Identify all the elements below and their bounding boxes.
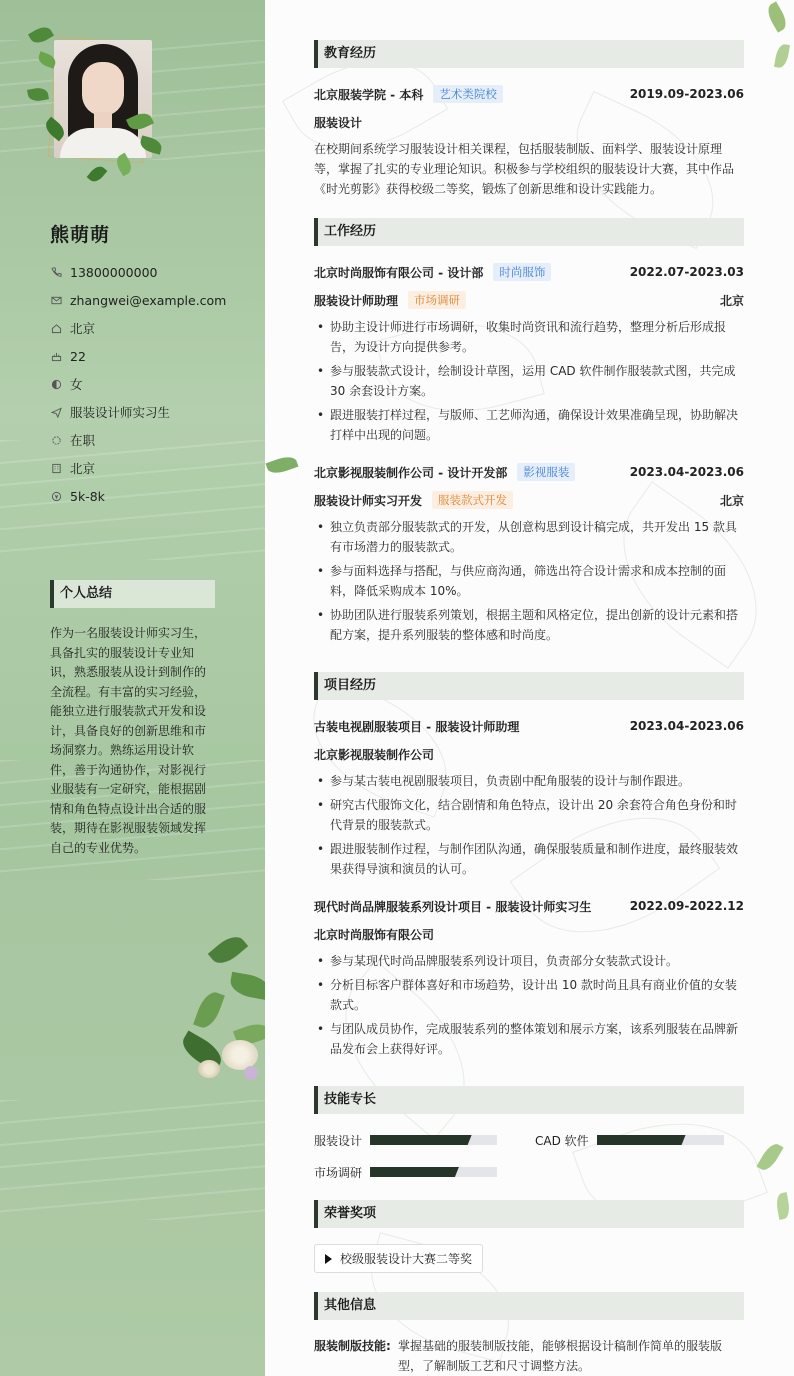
- salary-text: 5k-8k: [70, 488, 105, 504]
- leaf-decoration: [266, 453, 299, 476]
- gender-text: 女: [70, 377, 83, 392]
- list-item: • 协助团队进行服装系列策划，根据主题和风格定位，提出创新的设计元素和搭配方案，提升系列服装的整体感和时尚度。: [314, 605, 744, 645]
- leaf-decoration: [774, 43, 790, 69]
- project-bullets: [314, 951, 744, 1063]
- status-text: 在职: [70, 433, 96, 448]
- skill-item: [314, 1133, 497, 1147]
- summary-title: 个人总结: [50, 580, 215, 608]
- education-major-row: [314, 113, 744, 131]
- list-item: • 与团队成员协作，完成服装系列的整体策划和展示方案，该系列服装在品牌新品发布会上获得好评。: [314, 1019, 744, 1059]
- info-email: [50, 286, 250, 314]
- section-title-projects: 项目经历: [314, 672, 744, 700]
- gender-icon: [50, 378, 62, 390]
- phone-icon: [50, 266, 62, 278]
- work-period: 2023.04-2023.06: [629, 465, 744, 479]
- leaf-decoration: [87, 163, 108, 185]
- work-company-tag: 影视服装: [517, 463, 575, 481]
- project-org-row: [314, 745, 744, 763]
- phone-text: 13800000000: [70, 264, 158, 280]
- work-role-row: [314, 491, 744, 509]
- skill-bar: [370, 1167, 497, 1177]
- other-info-key: 服装制版技能:: [314, 1339, 391, 1353]
- sidebar: [0, 0, 265, 1376]
- location-text: 北京: [70, 321, 96, 336]
- list-item: • 研究古代服饰文化，结合剧情和角色特点，设计出 20 余套符合角色身份和时代背景的服装款式。: [314, 795, 744, 835]
- info-position: [50, 398, 250, 426]
- list-item: • 协助主设计师进行市场调研，收集时尚资讯和流行趋势，整理分析后形成报告，为设计方向提供参考。: [314, 317, 744, 357]
- work-role-row: [314, 291, 744, 309]
- school-name: 北京服装学院 - 本科: [314, 87, 424, 102]
- building-icon: [50, 462, 62, 474]
- project-org: 北京时尚服饰有限公司: [314, 927, 435, 942]
- status-icon: [50, 434, 62, 446]
- skill-bar-fill: [370, 1167, 459, 1177]
- main-content: [265, 0, 794, 1376]
- summary-text: 作为一名服装设计师实习生，具备扎实的服装设计专业知识，熟悉服装从设计到制作的全流程。有丰富的实习经验，能独立进行服装款式开发和设计，具备良好的创新思维和市场洞察力。熟练运用设计软件，善于沟通协作，对影视行业服装有一定研究，能根据剧情和角色特点设计出合适的服装，期待在影视服装领域发挥自己的专业优势。: [50, 626, 207, 855]
- money-icon: [50, 490, 62, 502]
- mail-icon: [50, 294, 62, 306]
- project-name: 现代时尚品牌服装系列设计项目 - 服装设计师实习生: [314, 899, 592, 914]
- section-title-other: 其他信息: [314, 1292, 744, 1320]
- city-text: 北京: [70, 461, 96, 476]
- project-header: [314, 897, 744, 915]
- education-description: 在校期间系统学习服装设计相关课程，包括服装制版、面料学、服装设计原理等，掌握了扎实的专业理论知识。积极参与学校组织的服装设计大赛，其中作品《时光剪影》获得校级二等奖，锻炼了创新思维和设计实践能力。: [314, 142, 735, 196]
- leaf-decoration: [28, 23, 54, 46]
- send-icon: [50, 406, 62, 418]
- leaf-decoration: [27, 86, 49, 102]
- project-name: 古装电视剧服装项目 - 服装设计师助理: [314, 719, 520, 734]
- list-item: • 参与面料选择与搭配，与供应商沟通，筛选出符合设计需求和成本控制的面料，降低采购成本 10%。: [314, 561, 744, 601]
- section-title-work: 工作经历: [314, 218, 744, 246]
- info-age: [50, 342, 250, 370]
- list-item: • 独立负责部分服装款式的开发，从创意构思到设计稿完成，共开发出 15 款具有市场潜力的服装款式。: [314, 517, 744, 557]
- project-period: 2023.04-2023.06: [629, 719, 744, 733]
- info-location: [50, 314, 250, 342]
- work-item-header: [314, 263, 744, 281]
- work-role: 服装设计师助理: [314, 293, 399, 308]
- work-company: 北京时尚服饰有限公司 - 设计部: [314, 265, 484, 280]
- play-triangle-icon: [325, 1254, 332, 1264]
- info-city: [50, 454, 250, 482]
- age-text: 22: [70, 348, 86, 364]
- list-item: • 跟进服装制作过程，与制作团队沟通，确保服装质量和制作进度，最终服装效果获得导演和演员的认可。: [314, 839, 744, 879]
- work-role: 服装设计师实习开发: [314, 493, 423, 508]
- info-status: [50, 426, 250, 454]
- leaf-decoration: [756, 1141, 783, 1174]
- work-item-header: [314, 463, 744, 481]
- skill-item: [314, 1165, 497, 1179]
- project-period: 2022.09-2022.12: [629, 899, 744, 913]
- info-phone: [50, 258, 250, 286]
- leaf-decoration: [775, 1192, 791, 1220]
- position-text: 服装设计师实习生: [70, 405, 171, 420]
- email-text: zhangwei@example.com: [70, 292, 227, 308]
- work-role-tag: 服装款式开发: [432, 491, 513, 509]
- avatar: [28, 18, 168, 198]
- cake-icon: [50, 350, 62, 362]
- section-title-honors: 荣誉奖项: [314, 1200, 744, 1228]
- project-org-row: [314, 925, 744, 943]
- work-period: 2022.07-2023.03: [629, 265, 744, 279]
- list-item: • 参与服装款式设计，绘制设计草图，运用 CAD 软件制作服装款式图，共完成 30 余套设计方案。: [314, 361, 744, 401]
- skill-bar: [370, 1135, 497, 1145]
- leaf-decoration: [764, 1, 790, 32]
- work-city: 北京: [719, 493, 744, 508]
- skill-bar-fill: [597, 1135, 686, 1145]
- background-texture: [0, 1100, 265, 1220]
- home-icon: [50, 322, 62, 334]
- list-item: • 跟进服装打样过程，与版师、工艺师沟通，确保设计效果准确呈现，协助解决打样中出现的问题。: [314, 405, 744, 445]
- project-bullets: [314, 771, 744, 883]
- work-bullets: [314, 517, 744, 649]
- honor-item[interactable]: [314, 1244, 483, 1273]
- project-header: [314, 717, 744, 735]
- work-company-tag: 时尚服饰: [493, 263, 551, 281]
- skill-item: [535, 1133, 724, 1147]
- work-bullets: [314, 317, 744, 449]
- other-info-value: 掌握基础的服装制版技能，能够根据设计稿制作简单的服装版型，了解制版工艺和尺寸调整方法。: [398, 1339, 723, 1373]
- info-salary: [50, 482, 250, 510]
- project-org: 北京影视服装制作公司: [314, 747, 435, 762]
- education-major: 服装设计: [314, 115, 363, 130]
- work-company: 北京影视服装制作公司 - 设计开发部: [314, 465, 508, 480]
- education-period: 2019.09-2023.06: [629, 87, 744, 101]
- section-title-education: 教育经历: [314, 40, 744, 68]
- list-item: • 分析目标客户群体喜好和市场趋势，设计出 10 款时尚且具有商业价值的女装款式。: [314, 975, 744, 1015]
- info-gender: [50, 370, 250, 398]
- contact-info: [50, 258, 250, 510]
- other-info-row: [314, 1336, 744, 1376]
- skill-name: CAD 软件: [535, 1133, 589, 1148]
- skill-name: 市场调研: [314, 1165, 363, 1180]
- skill-bar: [597, 1135, 724, 1145]
- list-item: • 参与某古装电视剧服装项目，负责剧中配角服装的设计与制作跟进。: [314, 771, 744, 791]
- honor-text: 校级服装设计大赛二等奖: [340, 1252, 473, 1266]
- work-role-tag: 市场调研: [408, 291, 466, 309]
- skill-name: 服装设计: [314, 1133, 363, 1148]
- work-city: 北京: [719, 293, 744, 308]
- skill-bar-fill: [370, 1135, 472, 1145]
- education-header: [314, 85, 744, 103]
- list-item: • 参与某现代时尚品牌服装系列设计项目，负责部分女装款式设计。: [314, 951, 744, 971]
- school-tag: 艺术类院校: [433, 85, 503, 103]
- candidate-name: 熊萌萌: [50, 224, 111, 246]
- profile-photo: [54, 40, 152, 158]
- section-title-skills: 技能专长: [314, 1086, 744, 1114]
